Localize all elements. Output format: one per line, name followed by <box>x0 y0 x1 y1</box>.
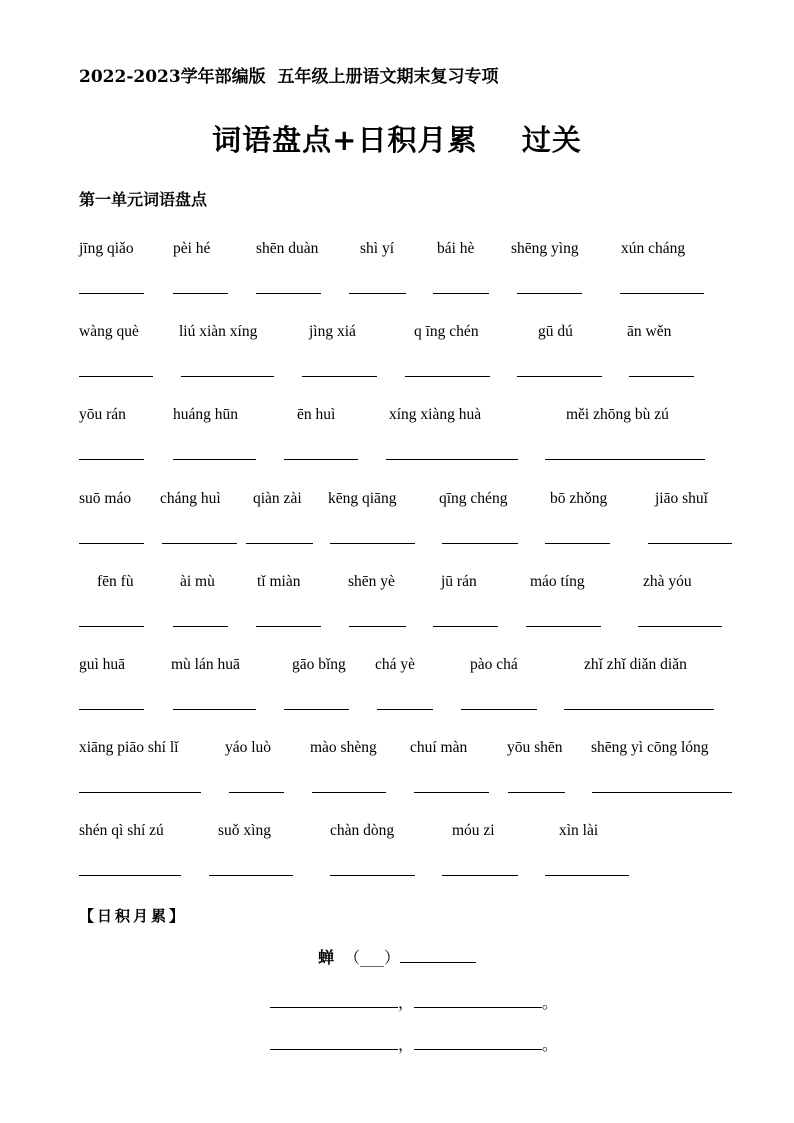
answer-blank[interactable] <box>79 626 144 627</box>
pinyin-label: yáo luò <box>225 739 272 756</box>
vocab-row <box>0 406 794 496</box>
answer-blank[interactable] <box>620 293 704 294</box>
answer-blank[interactable] <box>173 459 256 460</box>
pinyin-label: tǐ miàn <box>257 573 301 590</box>
pinyin-label: shén qì shí zú <box>79 822 164 839</box>
answer-blank[interactable] <box>405 376 490 377</box>
vocab-row <box>0 573 794 663</box>
pinyin-label: mào shèng <box>310 739 377 756</box>
pinyin-label: bái hè <box>437 240 475 257</box>
pinyin-label: měi zhōng bù zú <box>566 406 669 423</box>
answer-blank[interactable] <box>229 792 284 793</box>
pinyin-label: máo tíng <box>530 573 585 590</box>
pinyin-label: pào chá <box>470 656 518 673</box>
worksheet-header: 2022-2023学年部编版 五年级上册语文期末复习专项 <box>79 67 499 87</box>
pinyin-label: qiàn zài <box>253 490 302 507</box>
answer-blank[interactable] <box>162 543 237 544</box>
answer-blank[interactable] <box>256 293 321 294</box>
pinyin-label: gāo bǐng <box>292 656 346 673</box>
comma: ， <box>398 993 415 1012</box>
answer-blank[interactable] <box>545 543 610 544</box>
answer-blank[interactable] <box>79 875 181 876</box>
answer-blank[interactable] <box>173 293 228 294</box>
pinyin-label: shēn duàn <box>256 240 319 257</box>
poem-blank[interactable] <box>270 995 398 1008</box>
pinyin-label: jiāo shuǐ <box>655 490 708 507</box>
pinyin-label: shēng yìng <box>511 240 579 257</box>
pinyin-label: gū dú <box>538 323 573 340</box>
answer-blank[interactable] <box>256 626 321 627</box>
pinyin-label: bō zhǒng <box>550 490 608 507</box>
answer-blank[interactable] <box>638 626 722 627</box>
answer-blank[interactable] <box>246 543 313 544</box>
pinyin-label: ēn huì <box>297 406 336 423</box>
pinyin-label: zhǐ zhǐ diǎn diǎn <box>584 656 687 673</box>
pinyin-label: chá yè <box>375 656 416 673</box>
pinyin-label: zhà yóu <box>643 573 692 590</box>
answer-blank[interactable] <box>414 792 489 793</box>
page-title: 词语盘点+日积月累 过关 <box>212 123 582 157</box>
pinyin-label: guì huā <box>79 656 126 673</box>
poem-title-line <box>0 945 794 968</box>
answer-blank[interactable] <box>330 875 415 876</box>
poem-line-2 <box>270 1032 558 1055</box>
comma: ， <box>398 1035 415 1054</box>
poem-blank[interactable] <box>414 1037 542 1050</box>
answer-blank[interactable] <box>284 459 358 460</box>
pinyin-label: jū rán <box>441 573 477 590</box>
answer-blank[interactable] <box>312 792 386 793</box>
answer-blank[interactable] <box>79 376 153 377</box>
answer-blank[interactable] <box>173 709 256 710</box>
answer-blank[interactable] <box>517 293 582 294</box>
answer-blank[interactable] <box>79 543 144 544</box>
answer-blank[interactable] <box>79 792 201 793</box>
answer-blank[interactable] <box>545 875 629 876</box>
pinyin-label: shēng yì cōng lóng <box>591 739 709 756</box>
pinyin-label: mù lán huā <box>171 656 240 673</box>
pinyin-label: xiāng piāo shí lǐ <box>79 739 179 756</box>
answer-blank[interactable] <box>433 293 489 294</box>
answer-blank[interactable] <box>629 376 694 377</box>
poem-blank[interactable] <box>270 1037 398 1050</box>
pinyin-label: suō máo <box>79 490 132 507</box>
period: 。 <box>542 1035 559 1054</box>
pinyin-label: pèi hé <box>173 240 211 257</box>
answer-blank[interactable] <box>433 626 498 627</box>
pinyin-label: ài mù <box>180 573 215 590</box>
vocab-row <box>0 739 794 829</box>
pinyin-label: suǒ xìng <box>218 822 271 839</box>
answer-blank[interactable] <box>386 459 518 460</box>
poem-blank[interactable] <box>414 995 542 1008</box>
period: 。 <box>542 993 559 1012</box>
pinyin-label: fēn fù <box>97 573 134 590</box>
answer-blank[interactable] <box>173 626 228 627</box>
answer-blank[interactable] <box>442 875 518 876</box>
poem-char: 蝉 <box>317 948 334 967</box>
answer-blank[interactable] <box>564 709 714 710</box>
vocab-row <box>0 822 794 912</box>
answer-blank[interactable] <box>517 376 602 377</box>
pinyin-label: yōu shēn <box>507 739 563 756</box>
vocab-row <box>0 490 794 580</box>
answer-blank[interactable] <box>79 709 144 710</box>
pinyin-label: xíng xiàng huà <box>389 406 482 423</box>
pinyin-label: shì yí <box>360 240 395 257</box>
answer-blank[interactable] <box>442 543 518 544</box>
pinyin-label: wàng què <box>79 323 139 340</box>
pinyin-label: ān wěn <box>627 323 672 340</box>
answer-blank[interactable] <box>209 875 293 876</box>
answer-blank[interactable] <box>592 792 732 793</box>
pinyin-label: yōu rán <box>79 406 126 423</box>
riji-label: 【日积月累】 <box>79 907 188 925</box>
pinyin-label: shēn yè <box>348 573 395 590</box>
pinyin-label: qīng chéng <box>439 490 508 507</box>
poem-paren: （___） <box>344 948 401 967</box>
pinyin-label: chàn dòng <box>330 822 395 839</box>
pinyin-label: xún cháng <box>621 240 686 257</box>
section-title: 第一单元词语盘点 <box>79 190 208 209</box>
pinyin-label: q īng chén <box>414 323 479 340</box>
vocab-row <box>0 240 794 330</box>
answer-blank[interactable] <box>79 293 144 294</box>
pinyin-label: móu zi <box>452 822 495 839</box>
answer-blank[interactable] <box>302 376 377 377</box>
poem-line-1 <box>270 990 558 1013</box>
pinyin-label: huáng hūn <box>173 406 239 423</box>
pinyin-label: cháng huì <box>160 490 221 507</box>
pinyin-label: jìng xiá <box>309 323 356 340</box>
answer-blank[interactable] <box>526 626 601 627</box>
answer-blank[interactable] <box>508 792 565 793</box>
answer-blank[interactable] <box>349 293 406 294</box>
answer-blank[interactable] <box>461 709 537 710</box>
pinyin-label: liú xiàn xíng <box>179 323 258 340</box>
answer-blank[interactable] <box>181 376 274 377</box>
answer-blank[interactable] <box>377 709 433 710</box>
pinyin-label: kēng qiāng <box>328 490 397 507</box>
answer-blank[interactable] <box>648 543 732 544</box>
answer-blank[interactable] <box>330 543 415 544</box>
pinyin-label: chuí màn <box>410 739 468 756</box>
answer-blank[interactable] <box>284 709 349 710</box>
pinyin-label: xìn lài <box>559 822 599 839</box>
pinyin-label: jīng qiǎo <box>79 240 134 257</box>
poem-title-blank[interactable] <box>400 948 476 963</box>
vocab-row <box>0 656 794 746</box>
answer-blank[interactable] <box>79 459 144 460</box>
answer-blank[interactable] <box>545 459 705 460</box>
vocab-row <box>0 323 794 413</box>
answer-blank[interactable] <box>349 626 406 627</box>
